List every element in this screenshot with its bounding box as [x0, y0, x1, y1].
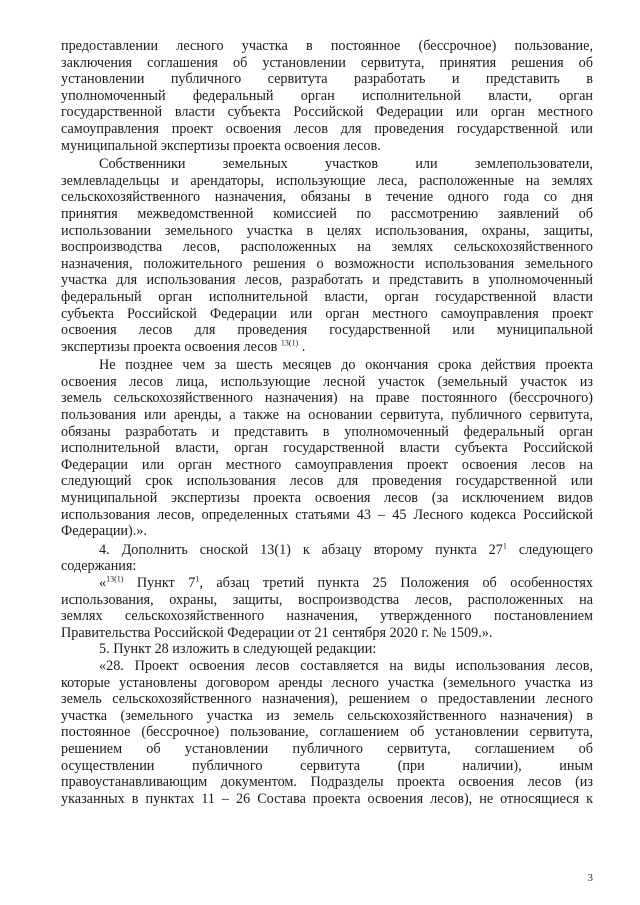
superscript: 1: [502, 541, 507, 551]
text-fragment: .: [301, 338, 306, 355]
text-line: исполнительной власти, орган государственной власти субъекта Российской: [61, 440, 593, 457]
text-line: Федерации).».: [61, 523, 147, 540]
text-line: [61, 339, 593, 356]
text-fragment: , абзац третий пункта 25 Положения об особенностях: [199, 575, 593, 591]
text-line: землях сельскохозяйственного назначения, утвержденного постановлением: [61, 608, 593, 625]
text-line: участка (земельного участка из земель сельскохозяйственного назначения) в: [61, 707, 593, 724]
text-line: правоустанавливающим документом. Подразделы проекта освоения лесов (из: [61, 774, 593, 791]
text-line: использования, охраны, защиты, воспроизводства лесов, расположенных на: [61, 591, 593, 608]
text-line: Федерации или орган местного самоуправления проект освоения лесов на: [61, 456, 593, 473]
text-line: [61, 575, 593, 592]
text-line: назначения, положительного решения о возможности использования земельного: [61, 255, 593, 272]
text-line: осуществлении публичного сервитута (при наличии), иным: [61, 757, 593, 774]
text-line: заключения соглашения об установлении сервитута, принятия решения об: [61, 54, 593, 71]
text-line: 5. Пункт 28 изложить в следующей редакции:: [99, 641, 377, 658]
text-line: освоения лесов лица, использующие лесной участок (земельный участок из: [61, 373, 593, 390]
text-line: предоставлении лесного участка в постоянное (бессрочное) пользование,: [61, 38, 593, 54]
footnote-ref: 13(1): [280, 337, 299, 347]
paragraph-2: [61, 156, 593, 355]
text-fragment: Пункт 7: [123, 575, 196, 591]
text-line: земель сельскохозяйственного назначения) на праве постоянного (бессрочного): [61, 390, 593, 407]
page-number: 3: [587, 872, 593, 884]
text-line: уполномоченный федеральный орган исполнительной власти, орган: [61, 87, 593, 104]
paragraph-1: [61, 38, 593, 154]
text-fragment: следующего: [506, 541, 593, 558]
text-line: постоянное (бессрочное) пользование, соглашением об установлении сервитута,: [61, 724, 593, 741]
text-line: решением об установлении публичного сервитута, соглашением об: [61, 740, 593, 757]
text-line: земель сельскохозяйственного назначения), решением о предоставлении лесного: [61, 691, 593, 708]
text-line: землевладельцы и арендаторы, использующие леса, расположенные на землях: [61, 172, 593, 189]
text-line: самоуправления проект освоения лесов для проведения государственной или: [61, 120, 593, 137]
text-line: освоения лесов для проведения государственной или муниципальной: [61, 322, 593, 339]
superscript: 1: [195, 574, 200, 584]
text-fragment: экспертизы проекта освоения лесов: [61, 338, 278, 355]
text-line: следующий срок использования лесов для проведения государственной или: [61, 473, 593, 490]
text-line: Собственники земельных участков или землепользователи,: [99, 156, 593, 173]
text-line: федеральный орган исполнительной власти, орган государственной власти: [61, 288, 593, 305]
text-line: субъекта Российской Федерации или орган местного самоуправления проект: [61, 305, 593, 322]
text-line: Правительства Российской Федерации от 21 сентября 2020 г. № 1509.».: [61, 624, 493, 641]
text-line: воспроизводства лесов, расположенных на землях сельскохозяйственного: [61, 239, 593, 256]
text-line: использования лесов, определенных статьями 43 – 45 Лесного кодекса Российской: [61, 506, 593, 523]
text-line: которые установлены договором аренды лесного участка (земельного участка из: [61, 674, 593, 691]
text-line: содержания:: [61, 558, 137, 575]
text-line: обязаны разработать и представить в уполномоченный федеральный орган: [61, 423, 593, 440]
text-line: Не позднее чем за шесть месяцев до окончания срока действия проекта: [99, 357, 593, 374]
text-line: сельскохозяйственного назначения, обязаны в течение одного года со дня: [61, 189, 593, 206]
footnote-ref: 13(1): [106, 574, 124, 584]
paragraph-6: [61, 641, 593, 658]
text-line: участка для использования лесов, разработать и представить в уполномоченный: [61, 272, 593, 289]
paragraph-4: [61, 542, 593, 575]
text-line: [61, 542, 593, 559]
text-line: муниципальной экспертизы проекта освоения лесов.: [61, 137, 381, 154]
text-line: использовании земельного участка в целях использования, охраны, защиты,: [61, 222, 593, 239]
text-fragment: 4. Дополнить сноской 13(1) к абзацу второму пункта 27: [99, 541, 503, 558]
text-line: «28. Проект освоения лесов составляется на виды использования лесов,: [99, 657, 593, 674]
paragraph-3: [61, 357, 593, 540]
text-line: пользования или аренды, а также на основании сервитута, публичного сервитута,: [61, 407, 593, 424]
text-line: муниципальной экспертизы проекта освоения лесов (за исключением видов: [61, 490, 593, 507]
text-line: государственной власти субъекта Российской Федерации или орган местного: [61, 104, 593, 121]
text-line: установлении публичного сервитута разработать и представить в: [61, 71, 593, 88]
text-fragment: «: [99, 575, 107, 591]
text-line: указанных в пунктах 11 – 26 Состава проекта освоения лесов), не относящиеся к: [61, 790, 593, 807]
paragraph-5: [61, 575, 593, 641]
paragraph-7: [61, 658, 593, 807]
text-line: принятия межведомственной комиссией по рассмотрению заявлений об: [61, 205, 593, 222]
